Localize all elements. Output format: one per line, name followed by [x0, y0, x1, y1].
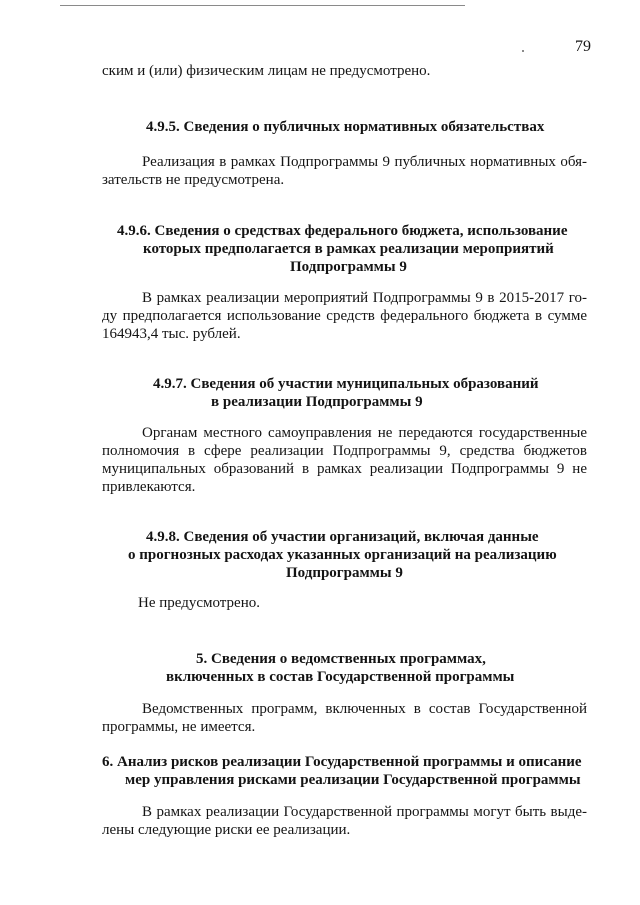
section-4-9-7-paragraph-line-1: Органам местного самоуправления не передаются государственные	[142, 425, 587, 441]
section-4-9-5-heading: 4.9.5. Сведения о публичных нормативных обязательствах	[146, 119, 545, 135]
section-4-9-6-paragraph-line-1: В рамках реализации мероприятий Подпрограммы 9 в 2015-2017 го-	[142, 290, 587, 306]
page-number: 79	[575, 38, 591, 55]
section-4-9-8-heading-line-2: о прогнозных расходах указанных организаций на реализацию	[128, 547, 557, 563]
section-4-9-6-heading-line-3: Подпрограммы 9	[290, 259, 407, 275]
section-5-paragraph-line-2: программы, не имеется.	[102, 719, 256, 735]
section-4-9-6-paragraph-line-3: 164943,4 тыс. рублей.	[102, 326, 241, 342]
section-4-9-7-paragraph-line-3: муниципальных образований в рамках реализации Подпрограммы 9 не	[102, 461, 587, 477]
top-rule	[60, 5, 465, 6]
section-5-heading-line-2: включенных в состав Государственной программы	[166, 669, 515, 685]
carryover-text: ским и (или) физическим лицам не предусмотрено.	[102, 63, 431, 79]
section-5-paragraph-line-1: Ведомственных программ, включенных в состав Государственной	[142, 701, 587, 717]
section-4-9-7-heading-line-2: в реализации Подпрограммы 9	[211, 394, 423, 410]
section-4-9-6-heading-line-1: 4.9.6. Сведения о средствах федерального бюджета, использование	[117, 223, 568, 239]
section-6-paragraph-line-1: В рамках реализации Государственной программы могут быть выде-	[142, 804, 587, 820]
section-4-9-6-heading-line-2: которых предполагается в рамках реализации мероприятий	[143, 241, 554, 257]
section-4-9-8-heading-line-1: 4.9.8. Сведения об участии организаций, включая данные	[146, 529, 539, 545]
section-4-9-8-heading-line-3: Подпрограммы 9	[286, 565, 403, 581]
section-4-9-7-paragraph-line-4: привлекаются.	[102, 479, 196, 495]
section-4-9-6-paragraph-line-2: ду предполагается использование средств федерального бюджета в сумме	[102, 308, 587, 324]
section-4-9-7-heading-line-1: 4.9.7. Сведения об участии муниципальных образований	[153, 376, 539, 392]
section-6-paragraph-line-2: лены следующие риски ее реализации.	[102, 822, 351, 838]
section-4-9-8-paragraph: Не предусмотрено.	[138, 595, 260, 611]
section-5-heading-line-1: 5. Сведения о ведомственных программах,	[196, 651, 486, 667]
scan-speck	[522, 50, 524, 52]
section-4-9-5-paragraph-line-1: Реализация в рамках Подпрограммы 9 публичных нормативных обя-	[142, 154, 587, 170]
section-4-9-7-paragraph-line-2: полномочия в сфере реализации Подпрограммы 9, средства бюджетов	[102, 443, 587, 459]
section-6-heading-line-2: мер управления рисками реализации Государственной программы	[125, 772, 581, 788]
section-6-heading-line-1: 6. Анализ рисков реализации Государственной программы и описание	[102, 754, 582, 770]
section-4-9-5-paragraph-line-2: зательств не предусмотрена.	[102, 172, 285, 188]
